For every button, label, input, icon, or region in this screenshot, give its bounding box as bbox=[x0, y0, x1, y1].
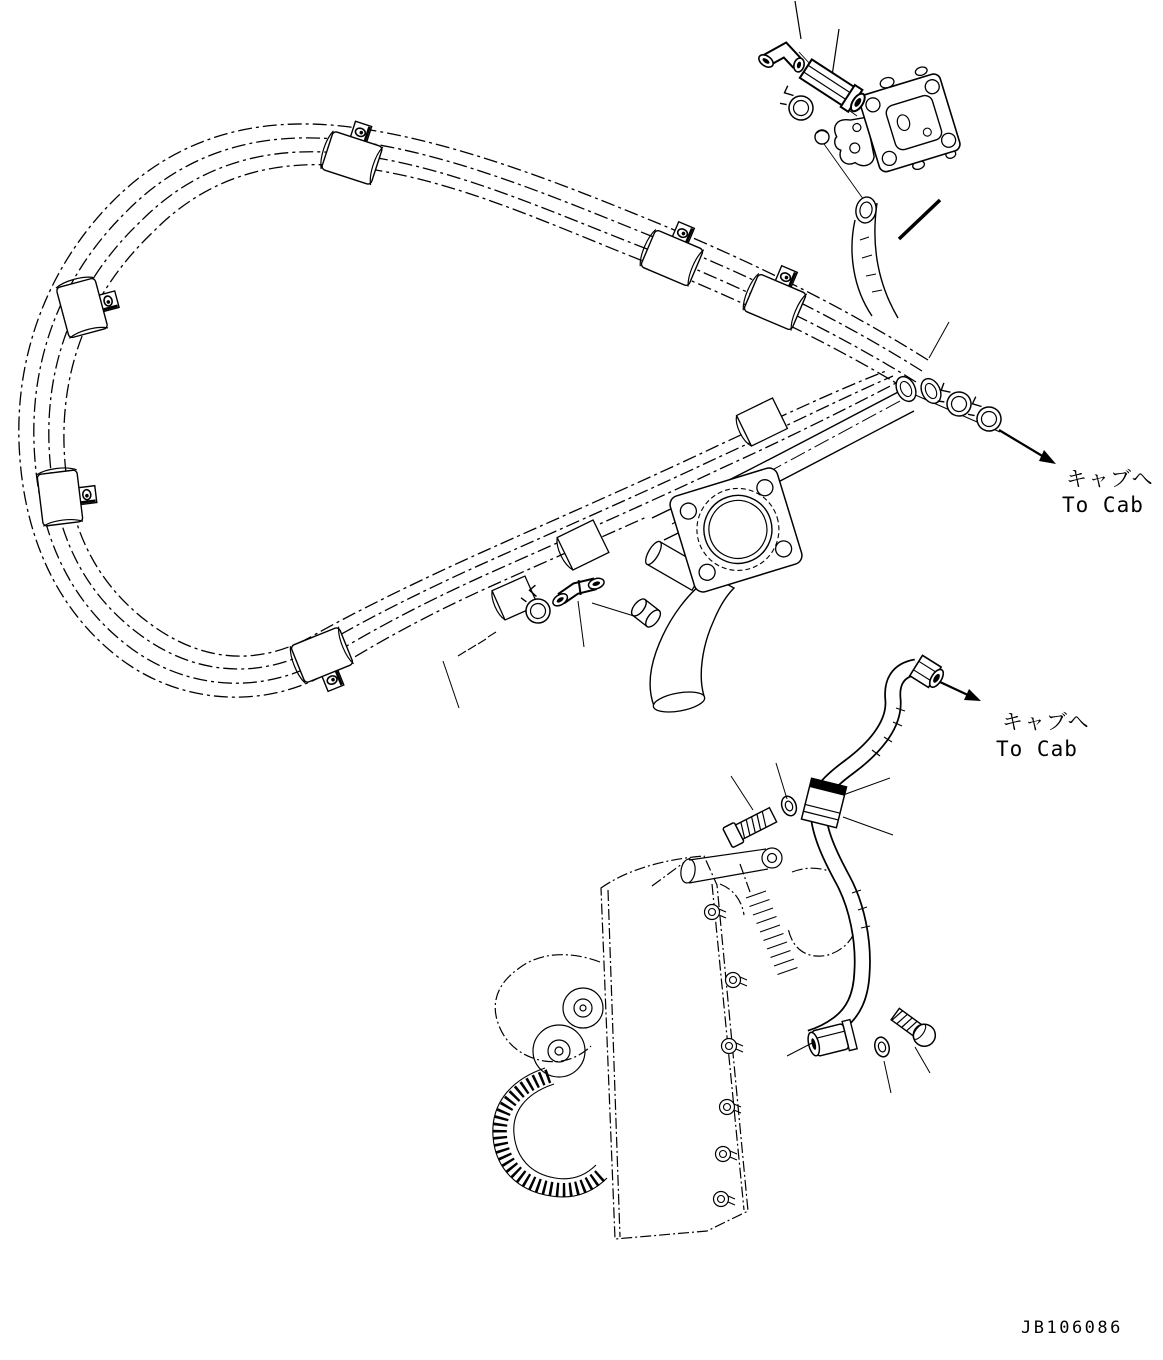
heater-hose bbox=[810, 667, 916, 1038]
cooler-pulley bbox=[533, 988, 603, 1077]
to-cab-arrow bbox=[940, 682, 981, 701]
pipe-end-ring bbox=[854, 195, 878, 224]
mounting-bolt bbox=[723, 805, 778, 848]
drawing-number: JB106086 bbox=[1021, 1318, 1123, 1338]
hose-clamp bbox=[740, 257, 813, 330]
elbow-joint bbox=[805, 1020, 857, 1060]
elbow-joint bbox=[910, 655, 947, 691]
cooler-top-stud bbox=[679, 848, 782, 884]
elbow-duct bbox=[650, 576, 734, 715]
hose-hatch bbox=[458, 632, 496, 656]
leader-line bbox=[787, 1042, 930, 1093]
to-cab-label-jp: キャブへ bbox=[1066, 467, 1154, 491]
hose-clamp bbox=[318, 115, 388, 185]
hose-clamp bbox=[55, 270, 124, 338]
to-cab-label-jp: キャブへ bbox=[1002, 710, 1090, 734]
cooler-belt bbox=[493, 1068, 607, 1197]
hose-sleeve bbox=[733, 398, 788, 448]
plug-ball bbox=[815, 130, 829, 144]
to-cab-label-en: To Cab bbox=[1062, 493, 1144, 517]
to-cab-label-en: To Cab bbox=[996, 737, 1078, 761]
washer bbox=[873, 1036, 892, 1059]
hose-clamp bbox=[637, 213, 710, 286]
leader-line bbox=[899, 200, 949, 358]
mounting-bolt bbox=[889, 1005, 940, 1050]
elbow-fitting bbox=[757, 50, 806, 73]
hose-sleeve bbox=[553, 520, 609, 572]
washer bbox=[779, 794, 799, 818]
to-cab-label bbox=[996, 710, 1090, 761]
hose-clamp bbox=[287, 627, 360, 700]
plug bbox=[629, 597, 663, 630]
heater-hose-loop bbox=[19, 124, 928, 697]
hose-clamp-ring bbox=[776, 81, 816, 125]
cooler-bolt bbox=[705, 905, 748, 1207]
to-cab-arrow bbox=[999, 430, 1056, 464]
to-cab-label bbox=[1062, 467, 1154, 517]
hose-clamp bbox=[37, 464, 99, 526]
hose-clamp-block bbox=[801, 778, 846, 827]
